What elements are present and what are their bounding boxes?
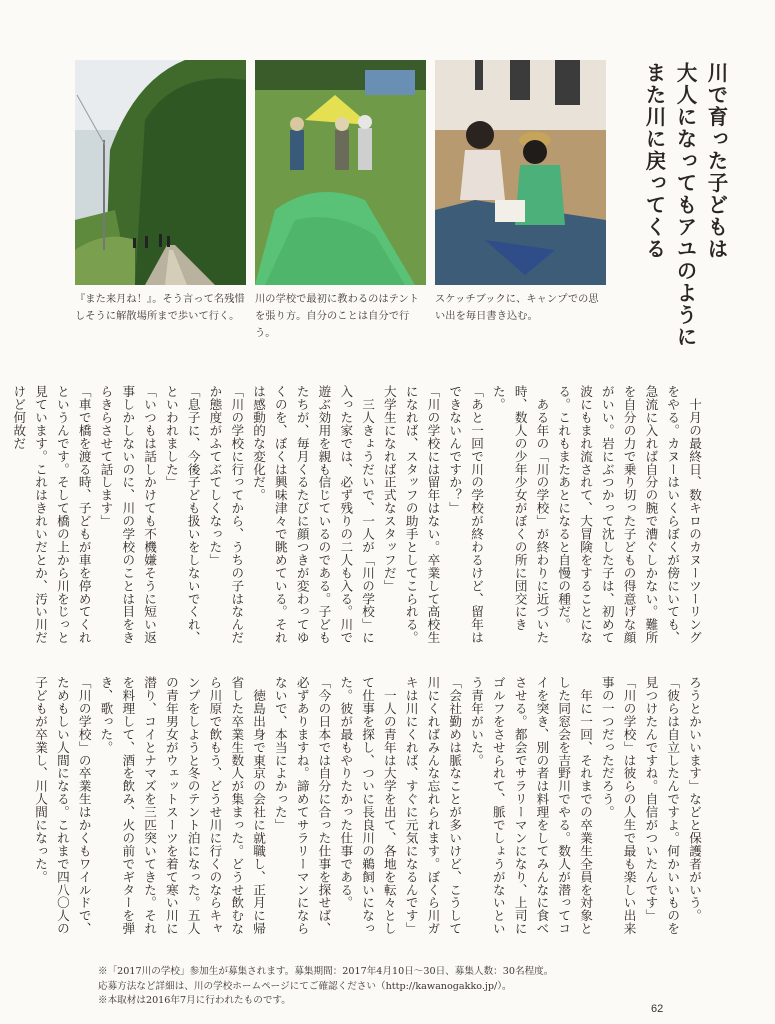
photo-caption: 川の学校で最初に教わるのはテントを張り方。自分のことは自分で行う。	[255, 294, 420, 339]
article-headline	[638, 62, 731, 362]
headline-line: 大人になってもアユのように	[673, 62, 697, 348]
headline-line: また川に戻ってくる	[642, 62, 666, 260]
photo-caption: 『また来月ね！』。そう言って名残惜しそうに解散場所まで歩いて行く。	[75, 294, 245, 322]
tent-setup-photo	[255, 60, 426, 285]
footnote: ※「2017川の学校」参加生が募集されます。募集期間：2017年4月10日〜30日、募集人数：30名程度。	[98, 966, 554, 977]
photo-caption: スケッチブックに、キャンプでの思い出を毎日書き込む。	[435, 294, 599, 322]
sketchbook-photo	[435, 60, 606, 285]
body-paragraph: 一人の青年は大学を出て、各地を転々として仕事を探し、ついに長良川の鵜飼いになった。彼が最もやりたかった仕事である。	[338, 676, 397, 935]
body-paragraph: 「川の学校に行ってから、うちの子はなんだか態度がふてぶてしくなった」	[207, 385, 245, 644]
forest-road-photo	[75, 60, 246, 285]
page-number: 62	[651, 1003, 664, 1015]
body-paragraph: 年に一回、それまでの卒業生全員を対象とした同窓会を吉野川でやる。数人が潜ってコイを突き、別の者は料理をしてみんなに食べさせる。都会でサラリーマンになり、上司にゴルフをさせられて、脈でしょうがないという青年がいた。	[469, 676, 594, 935]
body-paragraph: 「川の学校には留年はない。卒業して高校生になれば、スタッフの助手としてこられる。大学生になれば正式なスタッフだ」	[381, 385, 441, 644]
body-paragraph: 「息子に、今後子ども扱いをしないでくれ、といわれました」	[163, 385, 201, 644]
article-body-top	[8, 385, 706, 653]
body-paragraph: 「いつもは話しかけても不機嫌そうに短い返事しかしないのに、川の学校のことは目をきらきらさせて話します」	[98, 385, 158, 644]
footnote: 応募方法など詳細は、川の学校ホームページにてご確認ください（http://kawanogakko.jp/）。	[98, 980, 512, 992]
body-paragraph: 「川の学校」の卒業生はかくもワイルドで、ためもしい人間になる。これまで四八〇人の子どもが卒業し、川人間になった。	[33, 676, 92, 935]
footnotes	[98, 965, 658, 1009]
body-paragraph: 「川の学校」は彼らの人生で最も楽しい出来事の一つだっただろう。	[599, 676, 637, 935]
body-paragraph: 「彼らは自立したんですよ。何かいいものを見つけたんですね。自信がついたんです」	[643, 676, 681, 935]
headline-line: 川で育った子どもは	[704, 62, 728, 260]
body-paragraph: 「今の日本では自分に合った仕事を探せば、必ずありますね。諦めてサラリーマンにならないで、本当によかった」	[272, 676, 332, 935]
body-paragraph: 十月の最終日、数キロのカヌーツーリングをやる。カヌーはいくらぼくが傍にいても、急流に入れば自分の腕で漕ぐしかない。難所を自分の力で乗り切った子どもの得意げな顔がいい。岩にぶつかって沈した子は、初めて波にもまれ流されて、大冒険をすることになる。これもまたあとになると自慢の種だ。	[556, 385, 702, 644]
body-paragraph: 「車で橋を渡る時、子どもが車を停めてくれというんです。そして橋の上から川をじっと見ています。これはきれいだとか、汚い川だけど何故だ	[11, 385, 92, 644]
body-paragraph: 徳島出身で東京の会社に就職し、正月に帰省した卒業生数人が集まった。どうせ飲むなら川原で飲もう、どうせ川に行くのならキャンプをしようと冬のテント泊になった。五人の青年男女がウェットスーツを着て寒い川に潜り、コイとナマズを三匹突いてきた。それを料理して、酒を飲み、火の前でギターを弾き、歌った。	[98, 676, 267, 935]
body-paragraph: 「会社勤めは脈なことが多いけど、こうして川にくればみんな忘れられます。ぼくら川ガキは川にくれば、すぐに元気になるんです」	[403, 676, 463, 935]
body-paragraph: ろうとかいいます」などと保護者がいう。	[687, 676, 702, 923]
article-body-bottom	[29, 676, 705, 944]
body-paragraph: 「あと一回で川の学校が終わるけど、留年はできないんですか？」	[447, 385, 485, 644]
footnote: ※本取材は2016年7月に行われたものです。	[98, 995, 291, 1006]
body-paragraph: ある年の「川の学校」が終わりに近づいた時、数人の少年少女がぼくの所に団交にきた。	[490, 385, 550, 644]
body-paragraph: 三人きょうだいで、一人が「川の学校」に入った家では、必ず残りの二人も入る。川で遊ぶ効用を親も信じているのである。子どもたちが、毎月くるたびに顔つきが変わってゆくのを、ぼくは興味津々で眺めている。それは感動的な変化だ。	[251, 385, 376, 644]
